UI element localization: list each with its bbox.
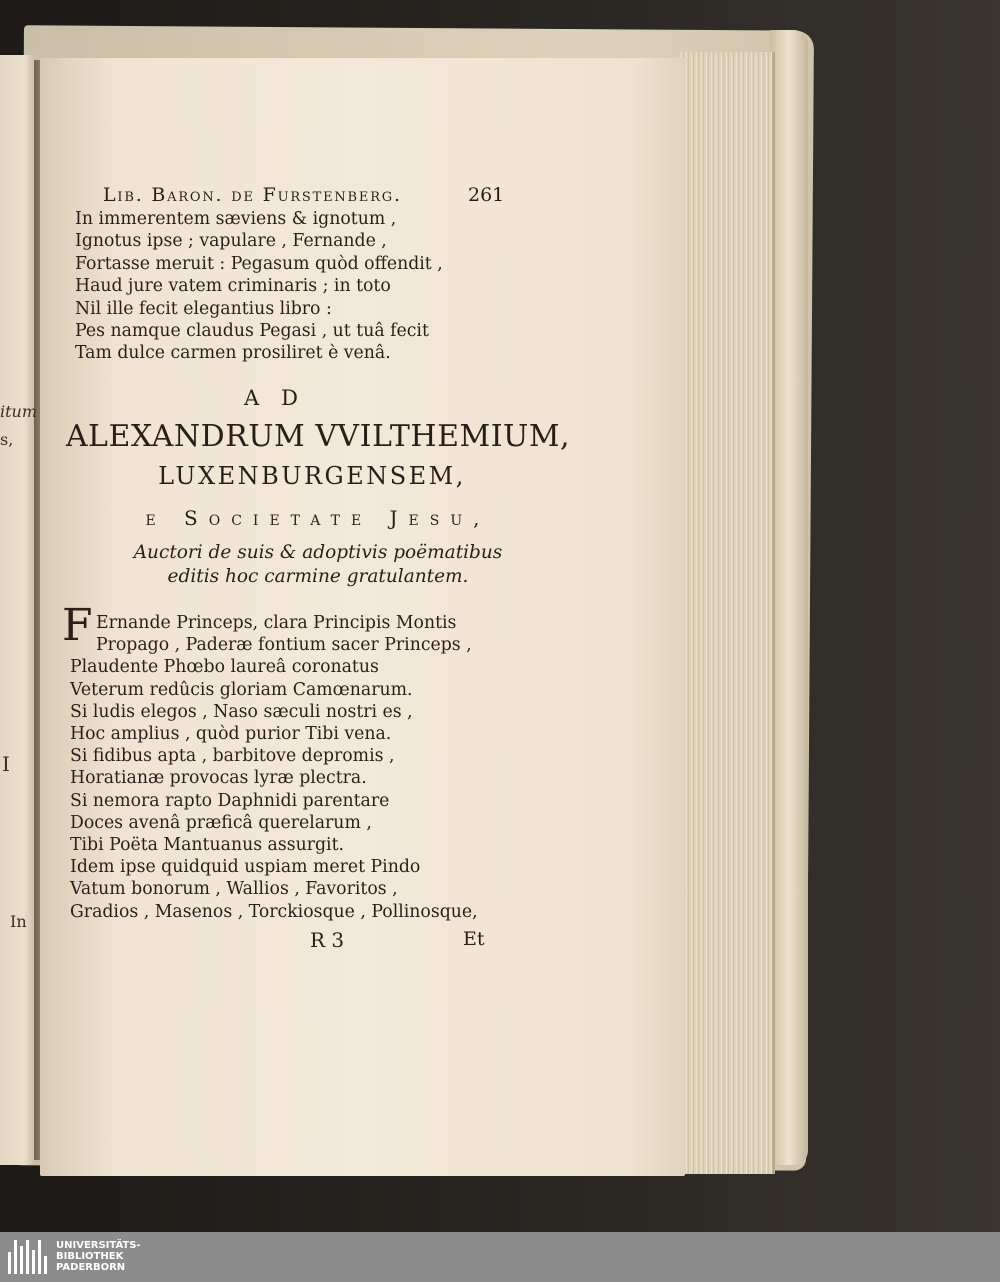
book-page xyxy=(40,58,685,1176)
verse-line: Idem ipse quidquid uspiam meret Pindo xyxy=(70,857,421,878)
heading-name: ALEXANDRUM VVILTHEMIUM, xyxy=(65,419,571,454)
verse-line: Nil ille fecit elegantius libro : xyxy=(75,298,332,319)
verse-line: Propago , Paderæ fontium sacer Princeps , xyxy=(96,635,472,656)
margin-fragment: s, xyxy=(0,430,14,449)
heading-origin: LUXENBURGENSEM, xyxy=(158,462,466,490)
verse-line: Haud jure vatem criminaris ; in toto xyxy=(75,276,391,297)
signature-mark: R 3 xyxy=(310,928,345,952)
verse-line: In immerentem sæviens & ignotum , xyxy=(75,209,397,229)
verse-line: Ignotus ipse ; vapulare , Fernande , xyxy=(75,231,387,252)
verse-line: Tibi Poëta Mantuanus assurgit. xyxy=(70,835,345,856)
library-name xyxy=(56,1240,141,1273)
page-number: 261 xyxy=(468,184,505,206)
heading-subtitle xyxy=(40,541,596,589)
heading-ad: AD xyxy=(244,386,321,410)
verse-line: Veterum redûcis gloriam Camœnarum. xyxy=(70,679,413,700)
verse-block-main xyxy=(70,612,478,923)
verse-line: Fortasse meruit : Pegasum quòd offendit , xyxy=(75,253,443,274)
board-edge xyxy=(770,30,808,1165)
verse-line: Si ludis elegos , Naso sæculi nostri es , xyxy=(70,701,413,722)
verse-line: Hoc amplius , quòd purior Tibi vena. xyxy=(70,724,392,745)
library-name-line: UNIVERSITÄTS- xyxy=(56,1240,141,1251)
verse-line: Doces avenâ præficâ querelarum , xyxy=(70,812,372,833)
margin-fragment: In xyxy=(10,912,27,931)
page-edges xyxy=(680,52,775,1174)
drop-capital: F xyxy=(62,600,93,651)
verse-line: Tam dulce carmen prosiliret è venâ. xyxy=(75,343,391,364)
library-name-line: BIBLIOTHEK xyxy=(56,1251,124,1262)
verse-line: Si nemora rapto Daphnidi parentare xyxy=(70,790,390,811)
running-head: Lib. Baron. de Furstenberg. xyxy=(103,184,402,206)
catchword: Et xyxy=(463,928,485,950)
subtitle-line: editis hoc carmine gratulantem. xyxy=(167,566,469,587)
verse-line: Horatianæ provocas lyræ plectra. xyxy=(70,768,367,789)
verse-line: Ernande Princeps, clara Principis Montis xyxy=(96,613,457,633)
subtitle-line: Auctori de suis & adoptivis poëmatibus xyxy=(133,542,503,563)
verse-line: Vatum bonorum , Wallios , Favoritos , xyxy=(70,879,398,900)
library-logo-icon xyxy=(8,1240,48,1274)
heading-order: e Societate Jesu, xyxy=(145,506,491,530)
verse-block-top xyxy=(75,208,443,365)
facing-page xyxy=(0,55,34,1165)
library-footer xyxy=(0,1232,1000,1282)
library-name-line: PADERBORN xyxy=(56,1262,126,1273)
verse-line: Pes namque claudus Pegasi , ut tuâ fecit xyxy=(75,321,429,342)
margin-fragment: itum xyxy=(0,402,38,421)
verse-line: Gradios , Masenos , Torckiosque , Pollinosque, xyxy=(70,901,478,922)
verse-line: Si fidibus apta , barbitove depromis , xyxy=(70,746,395,767)
margin-fragment: I xyxy=(2,752,10,776)
verse-line: Plaudente Phœbo laureâ coronatus xyxy=(70,657,379,678)
